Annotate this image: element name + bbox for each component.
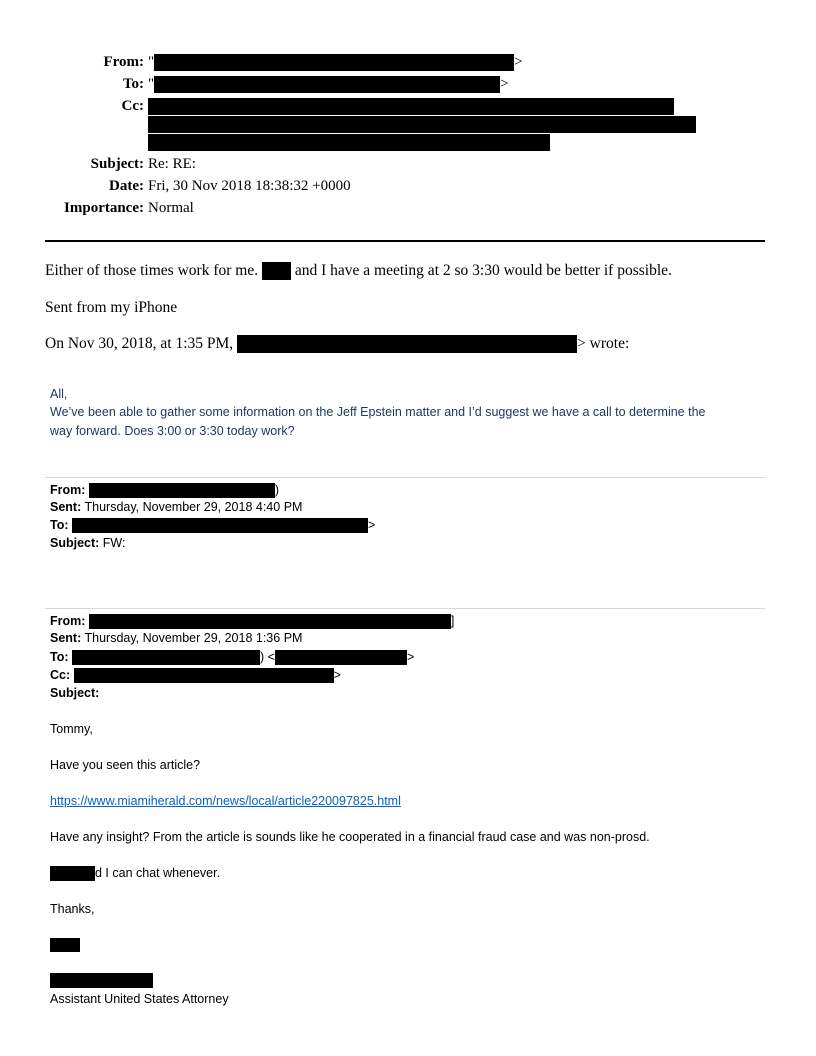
importance-label: Importance: — [64, 200, 144, 216]
redaction-block — [50, 973, 153, 988]
fw2-thanks: Thanks, — [50, 902, 95, 916]
from-label: From: — [103, 54, 144, 70]
redaction-block — [89, 614, 451, 629]
fw1-sent-label: Sent: — [50, 500, 82, 514]
quote-prefix: On Nov 30, 2018, at 1:35 PM, — [45, 335, 234, 352]
redaction-block — [50, 938, 80, 952]
fw1-subject — [50, 534, 125, 552]
fw2-sent-value: Thursday, November 29, 2018 1:36 PM — [84, 631, 303, 645]
reply-line — [45, 262, 672, 280]
redaction-block — [148, 134, 550, 151]
fw2-to-suffix: > — [406, 650, 415, 664]
fw2-from-label: From: — [50, 614, 86, 628]
fw1-sent-value: Thursday, November 29, 2018 4:40 PM — [84, 500, 303, 514]
to-value — [148, 76, 509, 93]
redaction-block — [74, 668, 334, 683]
fw2-cc-label: Cc: — [50, 668, 71, 682]
fw2-chat-line — [50, 864, 220, 882]
fw2-sent-label: Sent: — [50, 631, 82, 645]
forward-divider — [45, 608, 765, 609]
redaction-block — [89, 483, 275, 498]
fw2-to-mid: ) < — [260, 650, 275, 664]
quoted-greeting: All, — [50, 387, 68, 401]
quote-intro — [45, 335, 629, 353]
fw1-subject-value: FW: — [102, 536, 126, 550]
fw2-greeting: Tommy, — [50, 722, 93, 736]
redaction-block — [237, 335, 577, 353]
from-value — [148, 54, 523, 71]
fw1-to — [50, 516, 375, 534]
reply-text-b: and I have a meeting at 2 so 3:30 would be better if possible. — [294, 262, 672, 279]
fw1-to-suffix: > — [368, 518, 376, 532]
to-label: To: — [122, 76, 144, 92]
redaction-block — [72, 518, 368, 533]
fw1-subject-label: Subject: — [50, 536, 100, 550]
cc-label: Cc: — [121, 98, 144, 114]
fw1-sent — [50, 498, 302, 516]
reply-text-a: Either of those times work for me. — [45, 262, 259, 279]
redaction-block — [148, 116, 696, 133]
fw2-question-1: Have you seen this article? — [50, 758, 201, 772]
to-suffix: > — [500, 76, 509, 92]
redaction-block — [154, 54, 514, 71]
date-value: Fri, 30 Nov 2018 18:38:32 +0000 — [148, 178, 351, 194]
fw1-from — [50, 481, 279, 499]
article-link[interactable]: https://www.miamiherald.com/news/local/article220097825.html — [50, 794, 401, 808]
fw1-to-label: To: — [50, 518, 69, 532]
importance-value: Normal — [148, 200, 194, 216]
fw1-from-suffix: ) — [274, 483, 280, 497]
header-divider — [45, 240, 765, 242]
fw2-from-suffix: ] — [450, 614, 455, 628]
from-suffix: > — [514, 54, 523, 70]
quoted-line-1: We’ve been able to gather some information on the Jeff Epstein matter and I’d suggest we have a call to determine the — [50, 405, 706, 419]
redaction-block — [262, 262, 291, 280]
fw2-subject — [50, 684, 99, 702]
to-prefix: " — [148, 76, 155, 92]
redaction-block — [50, 866, 95, 881]
fw2-to-label: To: — [50, 650, 69, 664]
fw2-question-2: Have any insight? From the article is sounds like he cooperated in a financial fraud case and was non-prosd. — [50, 830, 650, 844]
fw2-cc — [50, 666, 341, 684]
fw2-subject-label: Subject: — [50, 686, 100, 700]
forward-divider — [45, 477, 765, 478]
redaction-block — [275, 650, 407, 665]
date-label: Date: — [109, 178, 144, 194]
from-prefix: " — [148, 54, 155, 70]
fw2-to — [50, 648, 414, 666]
redaction-block — [148, 98, 674, 115]
quoted-line-2: way forward. Does 3:00 or 3:30 today work? — [50, 424, 295, 438]
quote-suffix: > wrote: — [577, 335, 630, 352]
signature-title: Assistant United States Attorney — [50, 992, 229, 1006]
fw2-cc-suffix: > — [333, 668, 341, 682]
subject-label: Subject: — [90, 156, 144, 172]
fw1-from-label: From: — [50, 483, 86, 497]
sent-from-line: Sent from my iPhone — [45, 299, 178, 316]
fw2-sent — [50, 629, 302, 647]
fw2-from — [50, 612, 454, 630]
redaction-block — [154, 76, 500, 93]
fw2-chat-text: d I can chat whenever. — [95, 866, 221, 880]
subject-value: Re: RE: — [148, 156, 196, 172]
redaction-block — [72, 650, 260, 665]
